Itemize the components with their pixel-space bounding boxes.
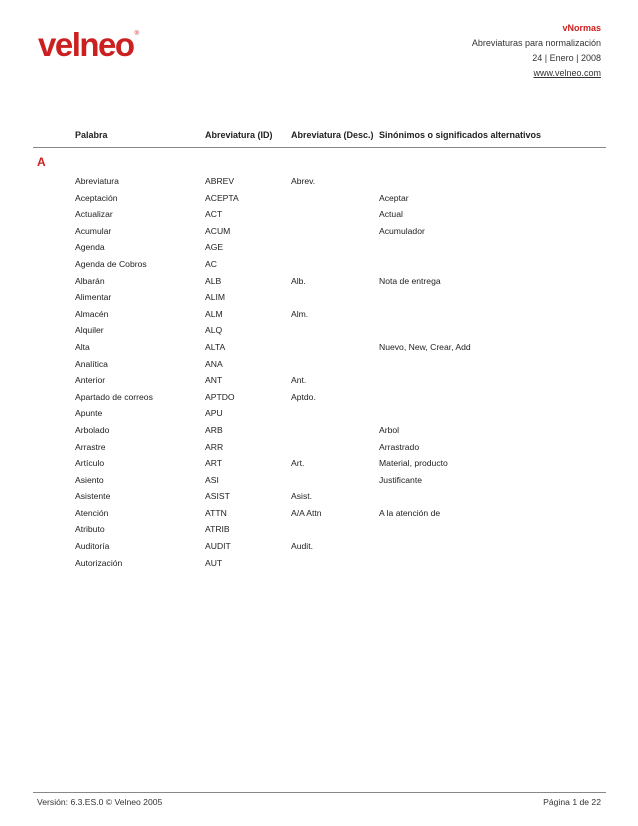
cell-palabra: Abreviatura	[75, 176, 119, 186]
table-row	[0, 324, 638, 341]
cell-abreviatura-desc: Abrev.	[291, 176, 316, 186]
registered-mark-icon: ®	[134, 31, 139, 37]
cell-palabra: Alquiler	[75, 325, 104, 336]
cell-palabra: Arbolado	[75, 424, 110, 435]
cell-abreviatura-id: ALM	[205, 308, 223, 319]
table-row	[0, 208, 638, 225]
cell-abreviatura-desc: Asist.	[291, 491, 313, 502]
table-row	[0, 507, 638, 524]
cell-sinonimos: Nuevo, New, Crear, Add	[379, 341, 471, 352]
column-header-sinonimos: Sinónimos o significados alternativos	[379, 130, 542, 140]
cell-abreviatura-id: ALIM	[205, 292, 226, 303]
cell-palabra: Autorización	[75, 557, 123, 568]
cell-abreviatura-id: ART	[205, 458, 223, 469]
cell-palabra: Anterior	[75, 375, 106, 386]
cell-palabra: Almacén	[75, 308, 109, 319]
cell-abreviatura-desc: Aptdo.	[291, 391, 316, 402]
cell-abreviatura-desc: Art.	[291, 458, 305, 469]
cell-sinonimos: Actual	[379, 209, 403, 220]
cell-abreviatura-id: AUT	[205, 557, 223, 568]
cell-palabra: Analítica	[75, 358, 108, 369]
document-date: 24 | Enero | 2008	[532, 53, 601, 63]
cell-sinonimos: Arrastrado	[379, 441, 420, 452]
document-subtitle: Abreviaturas para normalización	[471, 38, 601, 48]
document-header	[472, 21, 601, 81]
cell-sinonimos: Aceptar	[379, 192, 409, 203]
cell-abreviatura-id: ALQ	[205, 325, 223, 336]
cell-abreviatura-desc: Alb.	[291, 275, 306, 286]
cell-abreviatura-id: ARB	[205, 424, 223, 435]
table-row	[0, 225, 638, 242]
table-row	[0, 258, 638, 275]
table-row	[0, 557, 638, 574]
table-row	[0, 391, 638, 408]
cell-palabra: Apartado de correos	[75, 391, 153, 402]
table-row	[0, 275, 638, 292]
table-row	[0, 374, 638, 391]
table-row	[0, 490, 638, 507]
cell-abreviatura-id: ATRIB	[205, 524, 230, 535]
cell-abreviatura-desc: Ant.	[291, 375, 307, 386]
cell-palabra: Artículo	[75, 458, 105, 469]
cell-palabra: Actualizar	[75, 209, 113, 220]
cell-palabra: Alta	[75, 341, 90, 352]
column-header-abreviatura-desc: Abreviatura (Desc.)	[291, 130, 374, 140]
brand-title: vNormas	[562, 23, 601, 33]
section-letter: A	[37, 155, 46, 169]
page-number: Página 1 de 22	[543, 797, 601, 807]
table-row	[0, 192, 638, 209]
cell-abreviatura-id: ACEPTA	[205, 192, 239, 203]
cell-palabra: Agenda de Cobros	[75, 258, 147, 269]
velneo-logo	[38, 28, 139, 61]
cell-abreviatura-desc: Audit.	[291, 541, 313, 552]
cell-palabra: Auditoría	[75, 541, 110, 552]
table-row	[0, 424, 638, 441]
cell-abreviatura-desc: A/A Attn	[291, 507, 322, 518]
cell-palabra: Asistente	[75, 491, 111, 502]
cell-abreviatura-desc: Alm.	[291, 308, 309, 319]
cell-sinonimos: Nota de entrega	[379, 275, 441, 286]
logo-text: velneo	[38, 26, 134, 63]
table-row	[0, 474, 638, 491]
cell-palabra: Agenda	[75, 242, 105, 253]
website-link[interactable]: www.velneo.com	[533, 68, 601, 78]
cell-palabra: Atención	[75, 507, 109, 518]
table-row	[0, 308, 638, 325]
cell-sinonimos: Arbol	[379, 424, 400, 435]
cell-abreviatura-id: ANA	[205, 358, 223, 369]
cell-abreviatura-id: ALB	[205, 275, 222, 286]
cell-abreviatura-id: ARR	[205, 441, 224, 452]
cell-palabra: Albarán	[75, 275, 105, 286]
header-divider	[33, 147, 606, 148]
cell-abreviatura-id: ATTN	[205, 507, 227, 518]
table-row	[0, 241, 638, 258]
table-row	[0, 175, 638, 192]
cell-palabra: Apunte	[75, 408, 103, 419]
version-label: Versión: 6.3.ES.0 © Velneo 2005	[37, 797, 163, 807]
table-row	[0, 457, 638, 474]
table-header	[0, 130, 638, 142]
abbreviation-table	[0, 175, 638, 573]
table-row	[0, 441, 638, 458]
cell-abreviatura-id: ASIST	[205, 491, 230, 502]
cell-abreviatura-id: ACUM	[205, 225, 231, 236]
cell-palabra: Arrastre	[75, 441, 106, 452]
cell-palabra: Alimentar	[75, 292, 112, 303]
table-row	[0, 358, 638, 375]
cell-palabra: Atributo	[75, 524, 105, 535]
cell-palabra: Aceptación	[75, 192, 118, 203]
cell-abreviatura-id: AGE	[205, 242, 224, 253]
cell-abreviatura-id: ANT	[205, 375, 223, 386]
cell-palabra: Asiento	[75, 474, 104, 485]
table-row	[0, 291, 638, 308]
cell-abreviatura-id: APU	[205, 408, 223, 419]
table-row	[0, 407, 638, 424]
cell-abreviatura-id: ACT	[205, 209, 223, 220]
cell-abreviatura-id: AC	[205, 258, 217, 269]
cell-sinonimos: Justificante	[379, 474, 422, 485]
cell-abreviatura-id: ASI	[205, 474, 219, 485]
table-row	[0, 540, 638, 557]
cell-abreviatura-id: APTDO	[205, 391, 235, 402]
table-row	[0, 341, 638, 358]
cell-abreviatura-id: AUDIT	[205, 541, 231, 552]
cell-sinonimos: Material, producto	[379, 458, 448, 469]
cell-abreviatura-id: ABREV	[205, 176, 235, 186]
column-header-abreviatura-id: Abreviatura (ID)	[205, 130, 273, 140]
footer-divider	[33, 792, 606, 793]
cell-abreviatura-id: ALTA	[205, 341, 226, 352]
column-header-palabra: Palabra	[75, 130, 108, 140]
table-row	[0, 523, 638, 540]
cell-palabra: Acumular	[75, 225, 112, 236]
cell-sinonimos: A la atención de	[379, 507, 441, 518]
cell-sinonimos: Acumulador	[379, 225, 425, 236]
